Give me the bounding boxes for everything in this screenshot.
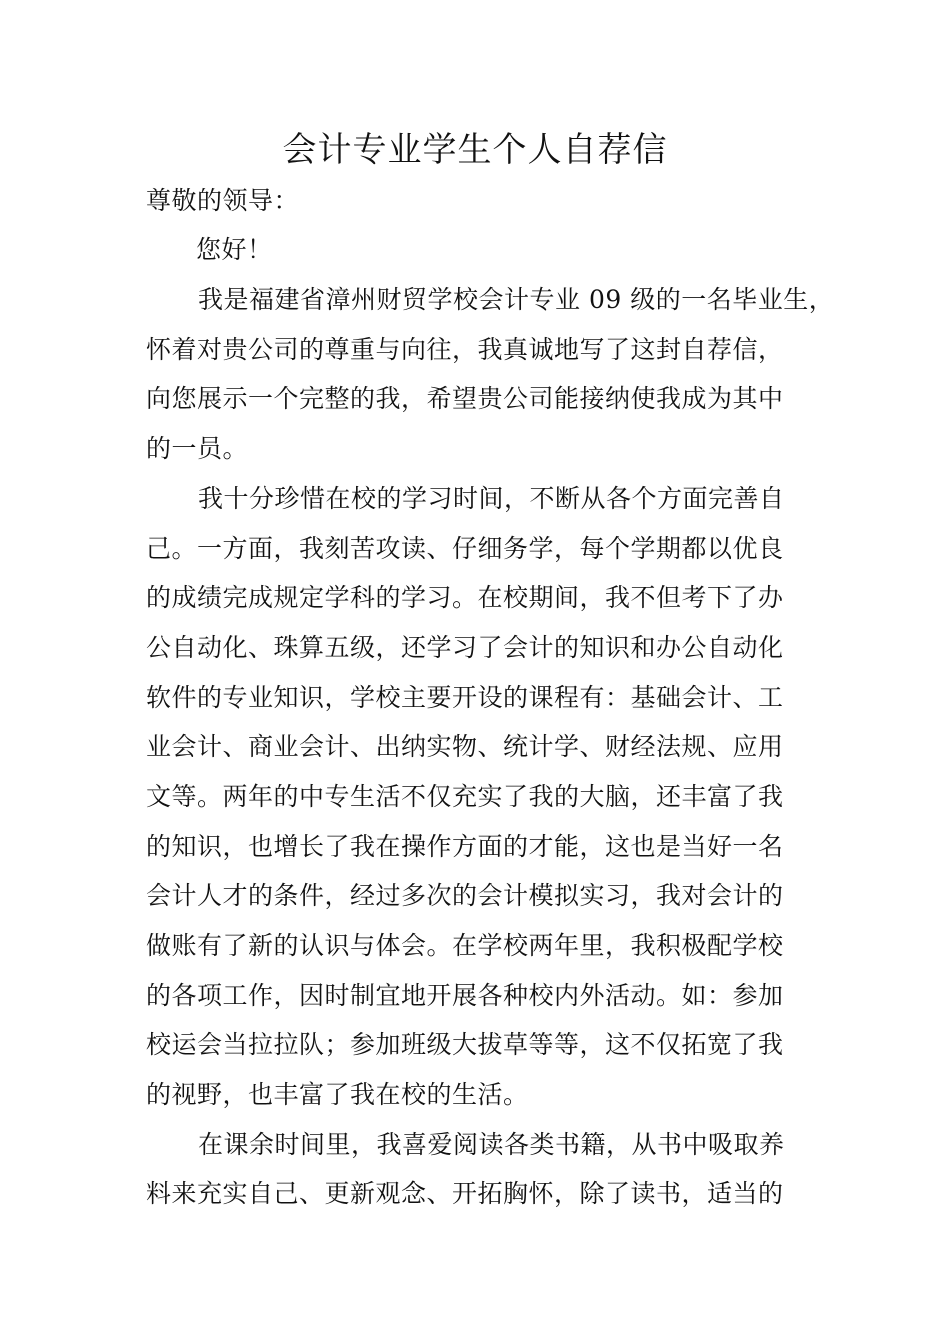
paragraph2-line11: 的各项工作，因时制宜地开展各种校内外活动。如：参加 [146,981,784,1010]
paragraph2-line2: 己。一方面，我刻苦攻读、仔细务学，每个学期都以优良 [146,534,784,563]
paragraph2-line7: 文等。两年的中专生活不仅充实了我的大脑，还丰富了我 [146,782,784,811]
paragraph3-line2: 料来充实自己、更新观念、开拓胸怀，除了读书，适当的 [146,1179,784,1208]
paragraph1-line2: 怀着对贵公司的尊重与向往，我真诚地写了这封自荐信， [146,335,784,364]
salutation: 尊敬的领导： [146,186,300,215]
paragraph2-line12: 校运会当拉拉队；参加班级大拔草等等，这不仅拓宽了我 [146,1030,784,1059]
paragraph1-line1: 我是福建省漳州财贸学校会计专业 09 级的一名毕业生， [198,285,835,314]
paragraph1-line3: 向您展示一个完整的我，希望贵公司能接纳使我成为其中 [146,384,784,413]
paragraph2-line4: 公自动化、珠算五级，还学习了会计的知识和办公自动化 [146,633,784,662]
paragraph2-line1: 我十分珍惜在校的学习时间，不断从各个方面完善自 [198,484,785,513]
paragraph2-line10: 做账有了新的认识与体会。在学校两年里，我积极配学校 [146,931,784,960]
paragraph3-line1: 在课余时间里，我喜爱阅读各类书籍，从书中吸取养 [198,1130,785,1159]
paragraph2-line3: 的成绩完成规定学科的学习。在校期间，我不但考下了办 [146,583,784,612]
paragraph2-line6: 业会计、商业会计、出纳实物、统计学、财经法规、应用 [146,732,784,761]
document-title: 会计专业学生个人自荐信 [282,130,668,170]
paragraph2-line8: 的知识，也增长了我在操作方面的才能，这也是当好一名 [146,832,784,861]
paragraph2-line5: 软件的专业知识，学校主要开设的课程有：基础会计、工 [146,683,784,712]
greeting: 您好！ [196,235,273,264]
paragraph2-line9: 会计人才的条件，经过多次的会计模拟实习，我对会计的 [146,881,784,910]
paragraph1-line4: 的一员。 [146,434,249,463]
paragraph2-line13: 的视野，也丰富了我在校的生活。 [146,1080,529,1109]
